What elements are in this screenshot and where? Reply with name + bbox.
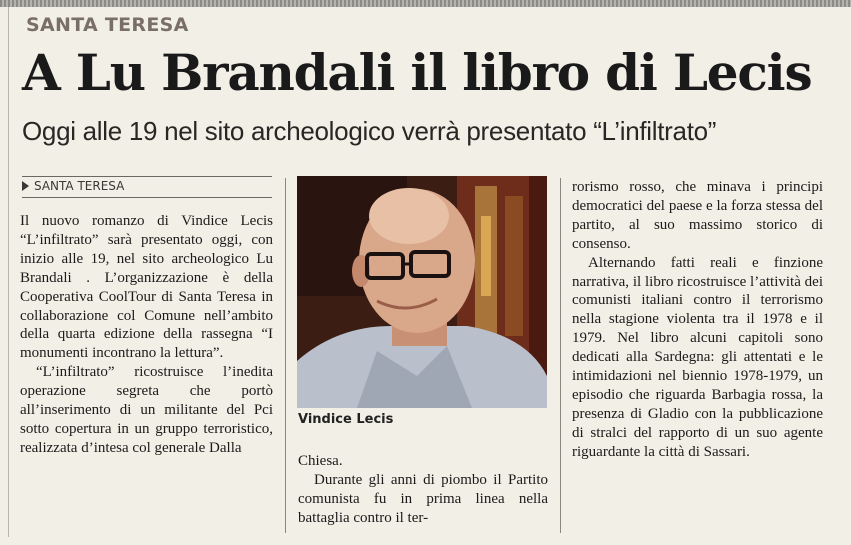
paragraph: rorismo rosso, che minava i principi democratici del paese e la forza stessa del partito, al suo massimo storico di consenso. <box>572 179 823 252</box>
dateline-bar <box>22 176 272 198</box>
paragraph: Alternando fatti reali e finzione narrativa, il libro ricostruisce l’attività dei comunisti italiani contro il terrorismo nella stagione violenta tra il 1978 e il 1979. Nel libro alcuni capitoli sono dedicati alla Sardegna: gli attentati e le intimidazioni nel biennio 1978-1979, un episodio che riguarda Barbagia rossa, la presenza di Gladio con la pubblicazione di stralci del rapporto di un suo agente riguardante la città di Sassari. <box>572 254 823 460</box>
article-subhead: Oggi alle 19 nel sito archeologico verrà presentato “L’infiltrato” <box>22 116 717 146</box>
paragraph: Il nuovo romanzo di Vindice Lecis “L’infiltrato” sarà presentato oggi, con inizio alle 19, nel sito archeologico Lu Brandali . L’organizzazione è della Cooperativa CoolTour di Santa Teresa in collaborazione col Comune nell’ambito della quarta edizione della rassegna “I monumenti incontrano la lettura”. <box>20 213 273 362</box>
portrait-image <box>297 176 547 408</box>
paragraph: “L’infiltrato” ricostruisce l’inedita operazione segreta che portò all’inserimento di un militante del Pci sotto copertura in un gruppo terroristico, realizzata d’intesa col generale Dalla <box>20 364 273 456</box>
author-photo <box>297 176 547 408</box>
text-column-3 <box>572 178 823 462</box>
dateline-text: SANTA TERESA <box>34 179 125 193</box>
paragraph: Durante gli anni di piombo il Partito comunista fu in prima linea nella battaglia contro il ter- <box>298 471 548 526</box>
column-divider <box>285 178 286 533</box>
column-divider <box>560 178 561 533</box>
left-margin-rule <box>8 7 9 537</box>
section-kicker: SANTA TERESA <box>26 14 189 36</box>
triangle-bullet-icon <box>22 181 29 191</box>
paragraph: Chiesa. <box>298 453 343 469</box>
text-column-1 <box>20 212 273 527</box>
photo-caption: Vindice Lecis <box>298 412 394 427</box>
page-top-border <box>0 0 851 7</box>
article-headline: A Lu Brandali il libro di Lecis <box>22 43 812 102</box>
text-column-2 <box>298 452 548 528</box>
